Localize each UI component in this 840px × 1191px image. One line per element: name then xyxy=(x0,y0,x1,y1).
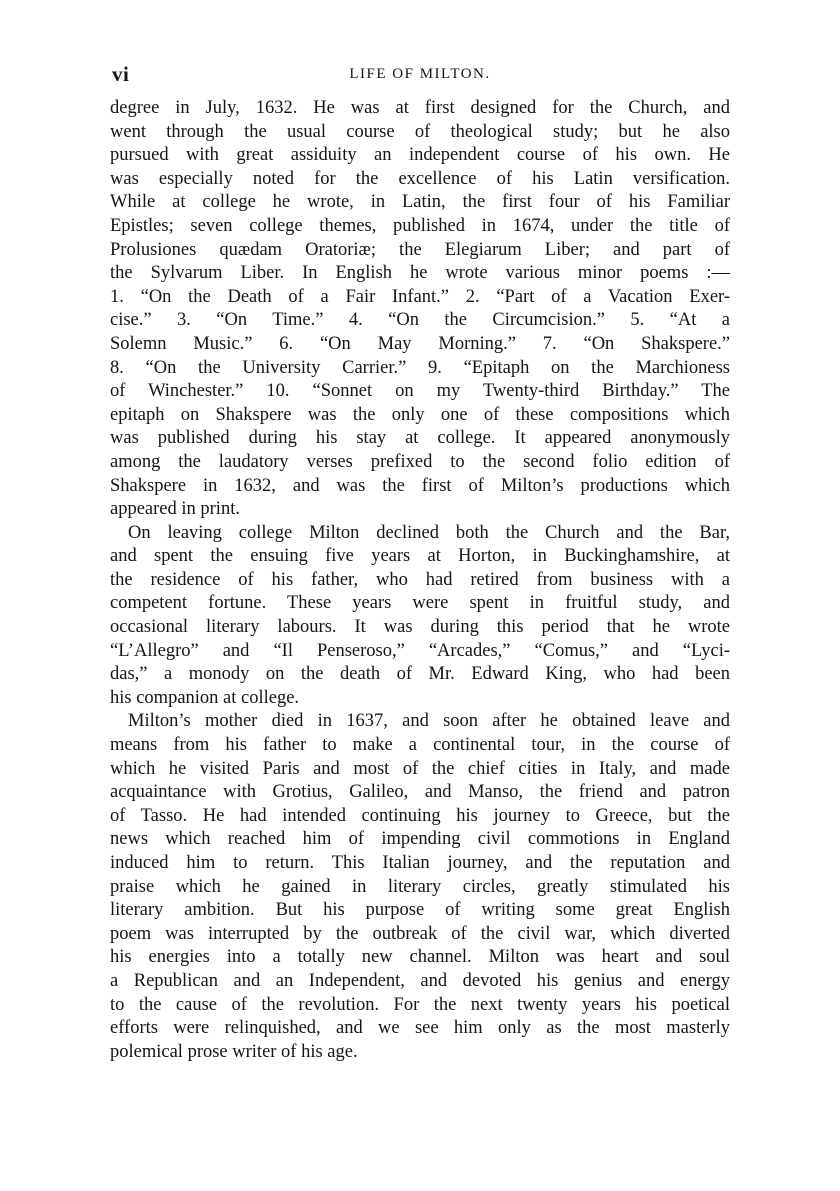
text-line: and spent the ensuing five years at Horton, in Buckinghamshire, at xyxy=(110,546,730,567)
text-line: occasional literary labours. It was during this period that he wrote xyxy=(110,617,730,638)
text-line: appeared in print. xyxy=(110,499,240,520)
text-line: efforts were relinquished, and we see him only as the most masterly xyxy=(110,1018,730,1039)
text-line: Epistles; seven college themes, published in 1674, under the title of xyxy=(110,215,730,236)
text-line: among the laudatory verses prefixed to the second folio edition of xyxy=(110,451,730,472)
text-line: his energies into a totally new channel. Milton was heart and soul xyxy=(110,947,730,968)
text-line: Solemn Music.” 6. “On May Morning.” 7. “On Shakspere.” xyxy=(110,333,730,354)
text-line: induced him to return. This Italian journey, and the reputation and xyxy=(110,853,730,873)
text-line: Shakspere in 1632, and was the first of Milton’s productions which xyxy=(110,475,730,496)
page-number: vi xyxy=(112,62,130,86)
text-line: 8. “On the University Carrier.” 9. “Epitaph on the Marchioness xyxy=(110,357,730,378)
text-line: pursued with great assiduity an independent course of his own. He xyxy=(110,145,730,166)
text-line: polemical prose writer of his age. xyxy=(110,1041,358,1062)
text-line: competent fortune. These years were spent in fruitful study, and xyxy=(110,593,730,614)
text-line: which he visited Paris and most of the chief cities in Italy, and made xyxy=(110,758,730,779)
text-line: 1. “On the Death of a Fair Infant.” 2. “Part of a Vacation Exer- xyxy=(110,286,730,307)
text-line: On leaving college Milton declined both the Church and the Bar, xyxy=(128,522,730,543)
text-line: epitaph on Shakspere was the only one of these compositions which xyxy=(110,404,730,425)
text-line: the residence of his father, who had retired from business with a xyxy=(110,569,730,590)
text-line: “L’Allegro” and “Il Penseroso,” “Arcades,” “Comus,” and “Lyci- xyxy=(110,640,730,661)
text-line: means from his father to make a continental tour, in the course of xyxy=(110,735,730,756)
text-line: of Winchester.” 10. “Sonnet on my Twenty-third Birthday.” The xyxy=(110,381,730,402)
text-line: praise which he gained in literary circles, greatly stimulated his xyxy=(110,876,730,897)
text-line: poem was interrupted by the outbreak of the civil war, which diverted xyxy=(110,923,730,944)
text-line: a Republican and an Independent, and devoted his genius and energy xyxy=(110,970,730,991)
text-line: his companion at college. xyxy=(110,687,300,708)
text-line: was especially noted for the excellence of his Latin versification. xyxy=(110,168,730,189)
text-line: acquaintance with Grotius, Galileo, and Manso, the friend and patron xyxy=(110,782,730,803)
body-text xyxy=(110,97,730,1064)
text-line: literary ambition. But his purpose of writing some great English xyxy=(110,900,730,921)
text-line: Milton’s mother died in 1637, and soon after he obtained leave and xyxy=(128,711,730,732)
text-line: While at college he wrote, in Latin, the first four of his Familiar xyxy=(110,192,730,213)
text-line: of Tasso. He had intended continuing his journey to Greece, but the xyxy=(110,805,730,826)
text-line: degree in July, 1632. He was at first designed for the Church, and xyxy=(110,98,730,118)
text-line: went through the usual course of theological study; but he also xyxy=(110,121,730,142)
running-head: LIFE OF MILTON. xyxy=(349,66,491,82)
text-line: cise.” 3. “On Time.” 4. “On the Circumcision.” 5. “At a xyxy=(110,310,730,331)
text-line: Prolusiones quædam Oratoriæ; the Elegiarum Liber; and part of xyxy=(110,239,730,260)
text-line: das,” a monody on the death of Mr. Edward King, who had been xyxy=(110,664,730,685)
text-line: the Sylvarum Liber. In English he wrote various minor poems :— xyxy=(110,263,730,284)
page-header xyxy=(112,62,728,86)
text-line: to the cause of the revolution. For the next twenty years his poetical xyxy=(110,994,730,1015)
text-line: was published during his stay at college. It appeared anonymously xyxy=(110,428,730,449)
text-line: news which reached him of impending civil commotions in England xyxy=(110,829,730,850)
